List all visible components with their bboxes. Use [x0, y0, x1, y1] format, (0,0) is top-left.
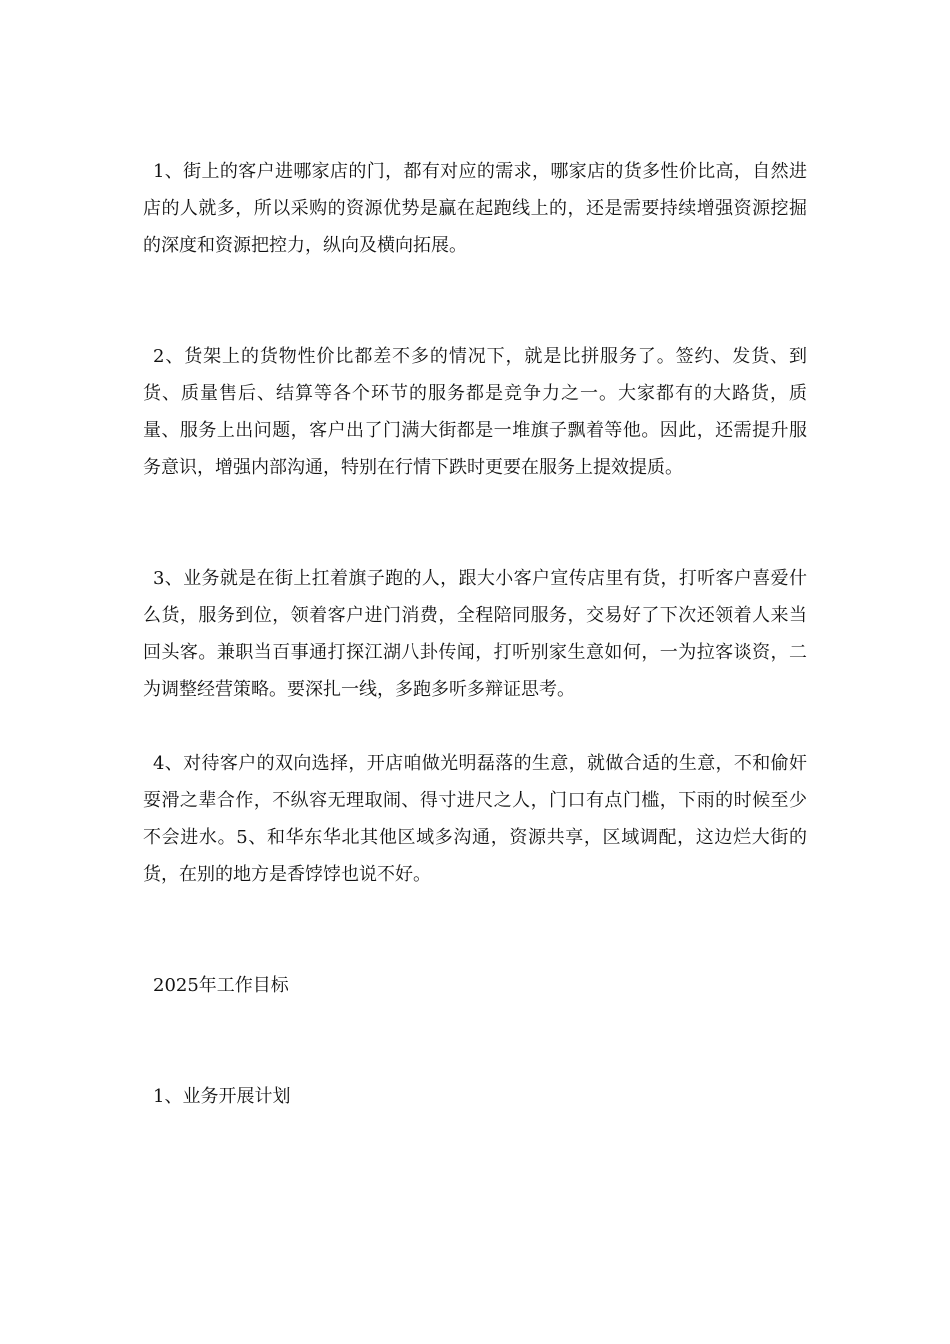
subsection-heading-plan: 1、业务开展计划 [153, 1086, 291, 1107]
paragraph-3: 3、业务就是在街上扛着旗子跑的人，跟大小客户宣传店里有货，打听客户喜爱什么货，服务到位，领着客户进门消费，全程陪同服务，交易好了下次还领着人来当回头客。兼职当百事通打探江湖八卦传闻，打听别家生意如何，一为拉客谈资，二为调整经营策略。要深扎一线，多跑多听多辩证思考。 [143, 568, 807, 700]
section-heading-goals: 2025年工作目标 [153, 975, 289, 996]
paragraph-2: 2、货架上的货物性价比都差不多的情况下，就是比拼服务了。签约、发货、到货、质量售后、结算等各个环节的服务都是竞争力之一。大家都有的大路货，质量、服务上出问题，客户出了门满大街都是一堆旗子飘着等他。因此，还需提升服务意识，增强内部沟通，特别在行情下跌时更要在服务上提效提质。 [143, 346, 807, 478]
paragraph-4: 4、对待客户的双向选择，开店咱做光明磊落的生意，就做合适的生意，不和偷奸耍滑之辈合作，不纵容无理取闹、得寸进尺之人，门口有点门槛，下雨的时候至少不会进水。5、和华东华北其他区域多沟通，资源共享，区域调配，这边烂大街的货，在别的地方是香饽饽也说不好。 [143, 753, 807, 885]
paragraph-1: 1、街上的客户进哪家店的门，都有对应的需求，哪家店的货多性价比高，自然进店的人就多，所以采购的资源优势是赢在起跑线上的，还是需要持续增强资源挖掘的深度和资源把控力，纵向及横向拓展。 [143, 161, 807, 256]
